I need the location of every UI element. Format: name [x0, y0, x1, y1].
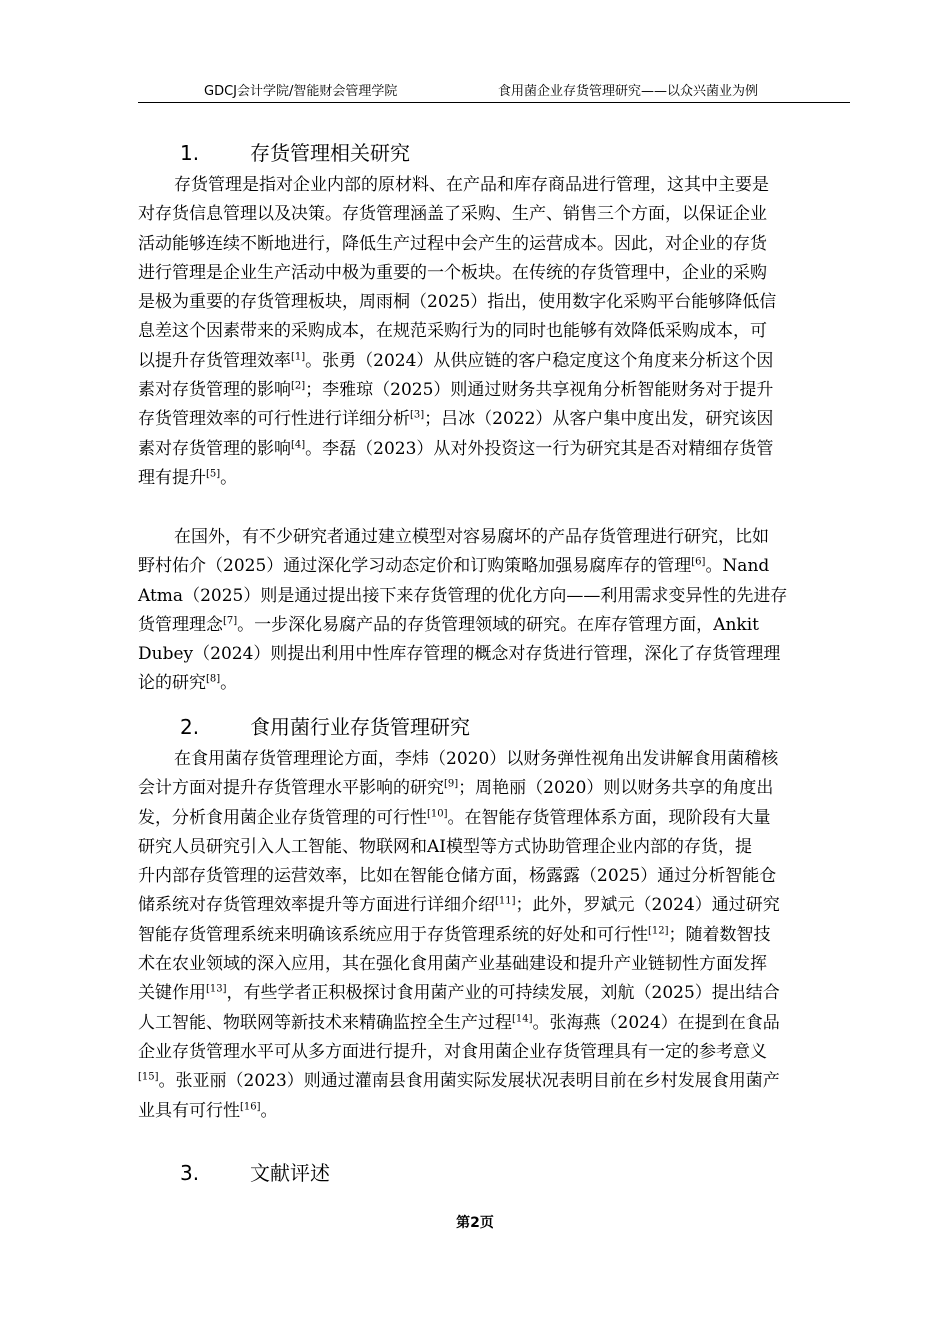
- text-run: 素对存货管理的影响: [138, 380, 291, 401]
- text-line: [138, 376, 850, 405]
- text-run: 。张勇（2024）从供应链的客户稳定度这个角度来分析这个因: [305, 350, 774, 371]
- text-line: 存货管理是指对企业内部的原材料、在产品和库存商品进行管理，这其中主要是: [174, 175, 769, 195]
- citation-marker: [1]: [291, 351, 306, 363]
- text-line: [138, 347, 850, 376]
- section-number: 1.: [180, 141, 200, 165]
- section-title: 存货管理相关研究: [250, 141, 410, 165]
- text-run: ；李雅琼（2025）则通过财务共享视角分析智能财务对于提升: [305, 380, 774, 401]
- text-run: 存货管理效率的可行性进行详细分析: [138, 409, 410, 430]
- text-run: ；周艳丽（2020）则以财务共享的角度出: [458, 778, 774, 799]
- text-line: 在国外，有不少研究者通过建立模型对容易腐坏的产品存货管理进行研究，比如: [174, 527, 769, 547]
- text-run: ；吕冰（2022）从客户集中度出发，研究该因: [424, 409, 774, 430]
- text-run: 发，分析食用菌企业存货管理的可行性: [138, 807, 427, 828]
- text-run: 野村佑介（2025）通过深化学习动态定价和订购策略加强易腐库存的管理: [138, 556, 692, 577]
- text-line: [138, 1067, 850, 1096]
- section-title: 食用菌行业存货管理研究: [250, 715, 470, 739]
- text-run: 。李磊（2023）从对外投资这一行为研究其是否对精细存货管: [305, 438, 774, 459]
- citation-marker: [11]: [495, 895, 516, 907]
- text-line: [138, 1097, 850, 1126]
- text-line: [138, 804, 850, 833]
- text-run: 。Nand: [705, 556, 770, 577]
- page-header: [138, 76, 850, 103]
- text-run: 论的研究: [138, 673, 206, 694]
- text-line: [138, 611, 850, 640]
- text-line: [138, 774, 850, 803]
- text-line: 对存货信息管理以及决策。存货管理涵盖了采购、生产、销售三个方面，以保证企业: [138, 204, 767, 225]
- citation-marker: [12]: [648, 925, 669, 937]
- text-run: 。: [220, 467, 238, 488]
- text-line: [138, 979, 850, 1008]
- text-line: Atma（2025）则是通过提出接下来存货管理的优化方向——利用需求变异性的先进存: [138, 585, 788, 606]
- citation-marker: [10]: [427, 807, 448, 819]
- citation-marker: [14]: [512, 1013, 533, 1025]
- text-run: 。一步深化易腐产品的存货管理领域的研究。在库存管理方面，Ankit: [237, 614, 759, 635]
- text-line: 在食用菌存货管理理论方面，李炜（2020）以财务弹性视角出发讲解食用菌稽核: [174, 749, 779, 769]
- text-line: [138, 921, 850, 950]
- citation-marker: [16]: [240, 1100, 261, 1112]
- paragraph-foreign-research: [138, 523, 850, 699]
- text-line: 术在农业领域的深入应用，其在强化食用菌产业基础建设和提升产业链韧性方面发挥: [138, 954, 767, 975]
- citation-marker: [5]: [206, 468, 221, 480]
- citation-marker: [4]: [291, 439, 306, 451]
- text-run: ；随着数智技: [668, 924, 771, 945]
- text-run: 。在智能存货管理体系方面，现阶段有大量: [447, 807, 771, 828]
- text-line: 息差这个因素带来的采购成本，在规范采购行为的同时也能够有效降低采购成本，可: [138, 321, 767, 342]
- text-run: 。张亚丽（2023）则通过灌南县食用菌实际发展状况表明目前在乡村发展食用菌产: [158, 1071, 780, 1092]
- text-line: 研究人员研究引入人工智能、物联网和AI模型等方式协助管理企业内部的存货，提: [138, 836, 752, 857]
- section-title: 文献评述: [250, 1161, 330, 1185]
- citation-marker: [7]: [223, 615, 238, 627]
- text-run: 关键作用: [138, 983, 206, 1004]
- text-run: 。: [260, 1100, 278, 1121]
- text-line: [138, 435, 850, 464]
- citation-marker: [6]: [691, 556, 706, 568]
- text-line: [138, 669, 850, 698]
- text-run: 。: [220, 673, 238, 694]
- text-line: [138, 891, 850, 920]
- page-number: 第2页: [456, 1215, 494, 1231]
- header-school: GDCJ会计学院/智能财会管理学院: [204, 84, 398, 99]
- text-line: [138, 552, 850, 581]
- text-line: 进行管理是企业生产活动中极为重要的一个板块。在传统的存货管理中，企业的采购: [138, 262, 767, 283]
- citation-marker: [3]: [410, 409, 425, 421]
- text-line: [138, 464, 850, 493]
- text-line: 升内部存货管理的运营效率，比如在智能仓储方面，杨露露（2025）通过分析智能仓: [138, 866, 777, 887]
- text-run: 理有提升: [138, 467, 206, 488]
- citation-marker: [15]: [138, 1071, 159, 1083]
- section-number: 3.: [180, 1161, 200, 1185]
- text-line: Dubey（2024）则提出利用中性库存管理的概念对存货进行管理，深化了存货管理理: [138, 644, 781, 665]
- text-run: 会计方面对提升存货管理水平影响的研究: [138, 778, 444, 799]
- text-run: 。张海燕（2024）在提到在食品: [532, 1012, 780, 1033]
- header-thesis-title: 食用菌企业存货管理研究——以众兴菌业为例: [498, 84, 759, 99]
- text-run: 业具有可行性: [138, 1100, 240, 1121]
- citation-marker: [13]: [206, 983, 227, 995]
- text-line: 企业存货管理水平可从多方面进行提升，对食用菌企业存货管理具有一定的参考意义: [138, 1041, 767, 1062]
- text-line: [138, 405, 850, 434]
- text-line: [138, 1009, 850, 1038]
- text-run: ；此外，罗斌元（2024）通过研究: [515, 895, 780, 916]
- text-run: 货管理理念: [138, 614, 223, 635]
- text-run: 储系统对存货管理效率提升等方面进行详细介绍: [138, 895, 495, 916]
- section-number: 2.: [180, 715, 200, 739]
- citation-marker: [8]: [206, 673, 221, 685]
- paragraph-mushroom-inventory-research: [138, 745, 850, 1126]
- text-run: 素对存货管理的影响: [138, 438, 291, 459]
- text-run: 人工智能、物联网等新技术来精确监控全生产过程: [138, 1012, 512, 1033]
- text-line: 是极为重要的存货管理板块，周雨桐（2025）指出，使用数字化采购平台能够降低信: [138, 292, 777, 313]
- citation-marker: [9]: [444, 778, 459, 790]
- text-run: ，有些学者正积极探讨食用菌产业的可持续发展，刘航（2025）提出结合: [226, 983, 780, 1004]
- text-line: 活动能够连续不断地进行，降低生产过程中会产生的运营成本。因此，对企业的存货: [138, 233, 767, 254]
- paragraph-inventory-research: [138, 171, 850, 493]
- text-run: 智能存货管理系统来明确该系统应用于存货管理系统的好处和可行性: [138, 924, 648, 945]
- text-run: 以提升存货管理效率: [138, 350, 291, 371]
- citation-marker: [2]: [291, 380, 306, 392]
